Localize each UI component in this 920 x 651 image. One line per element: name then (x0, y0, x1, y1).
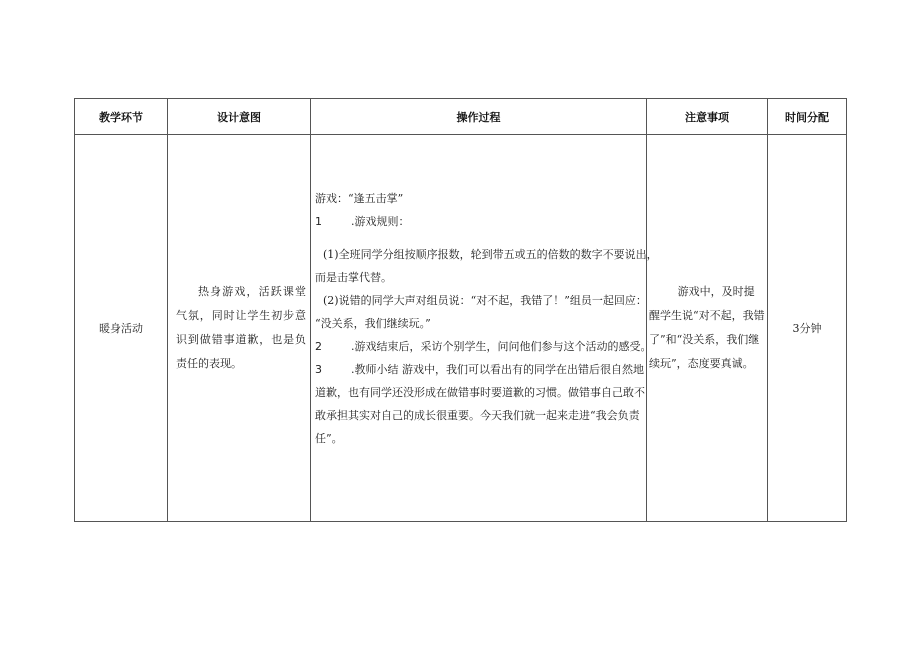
step-2-text: .游戏结束后，采访个别学生，问问他们参与这个活动的感受。 (351, 340, 652, 353)
cell-stage: 暖身活动 (75, 135, 168, 522)
step-2 (315, 335, 652, 358)
cell-intent (168, 135, 311, 522)
step-3-continued-2: 敢承担其实对自己的成长很重要。今天我们就一起来走进“我会负责 (315, 409, 640, 422)
header-row (75, 99, 847, 135)
rule-1: (1)全班同学分组按顺序报数，轮到带五或五的倍数的数字不要说出， (323, 248, 658, 261)
step-3 (315, 358, 644, 381)
header-teaching-stage: 教学环节 (75, 99, 168, 135)
step-3-continued-1: 道歉，也有同学还没形成在做错事时要道歉的习惯。做错事自己敢不 (315, 386, 645, 399)
cell-notes (647, 135, 768, 522)
step-3-continued-3: 任”。 (315, 432, 343, 445)
step-1-number: 1 (315, 215, 322, 228)
step-3-number: 3 (315, 363, 322, 376)
step-1 (315, 210, 644, 233)
rule-2-continued: “没关系，我们继续玩。” (315, 317, 431, 330)
cell-procedure (311, 135, 658, 522)
header-procedure: 操作过程 (311, 99, 647, 135)
lesson-plan-table (74, 98, 847, 522)
step-2-number: 2 (315, 340, 322, 353)
header-time-allocation: 时间分配 (768, 99, 847, 135)
table-row (75, 135, 847, 522)
game-title: 游戏：“逢五击掌” (315, 192, 404, 205)
header-design-intent: 设计意图 (168, 99, 311, 135)
step-1-text: .游戏规则： (351, 215, 410, 228)
notes-text: 游戏中，及时提醒学生说“对不起，我错了”和“没关系，我们继续玩”，态度要真诚。 (649, 285, 765, 370)
cell-time: 3分钟 (768, 135, 847, 522)
intent-text: 热身游戏，活跃课堂气氛，同时让学生初步意识到做错事道歉，也是负责任的表现。 (176, 285, 306, 370)
rule-1-continued: 而是击掌代替。 (315, 271, 392, 284)
header-notes: 注意事项 (647, 99, 768, 135)
step-3-text: .教师小结 游戏中，我们可以看出有的同学在出错后很自然地 (351, 363, 644, 376)
rule-2: (2)说错的同学大声对组员说：“对不起，我错了！”组员一起回应： (323, 294, 647, 307)
